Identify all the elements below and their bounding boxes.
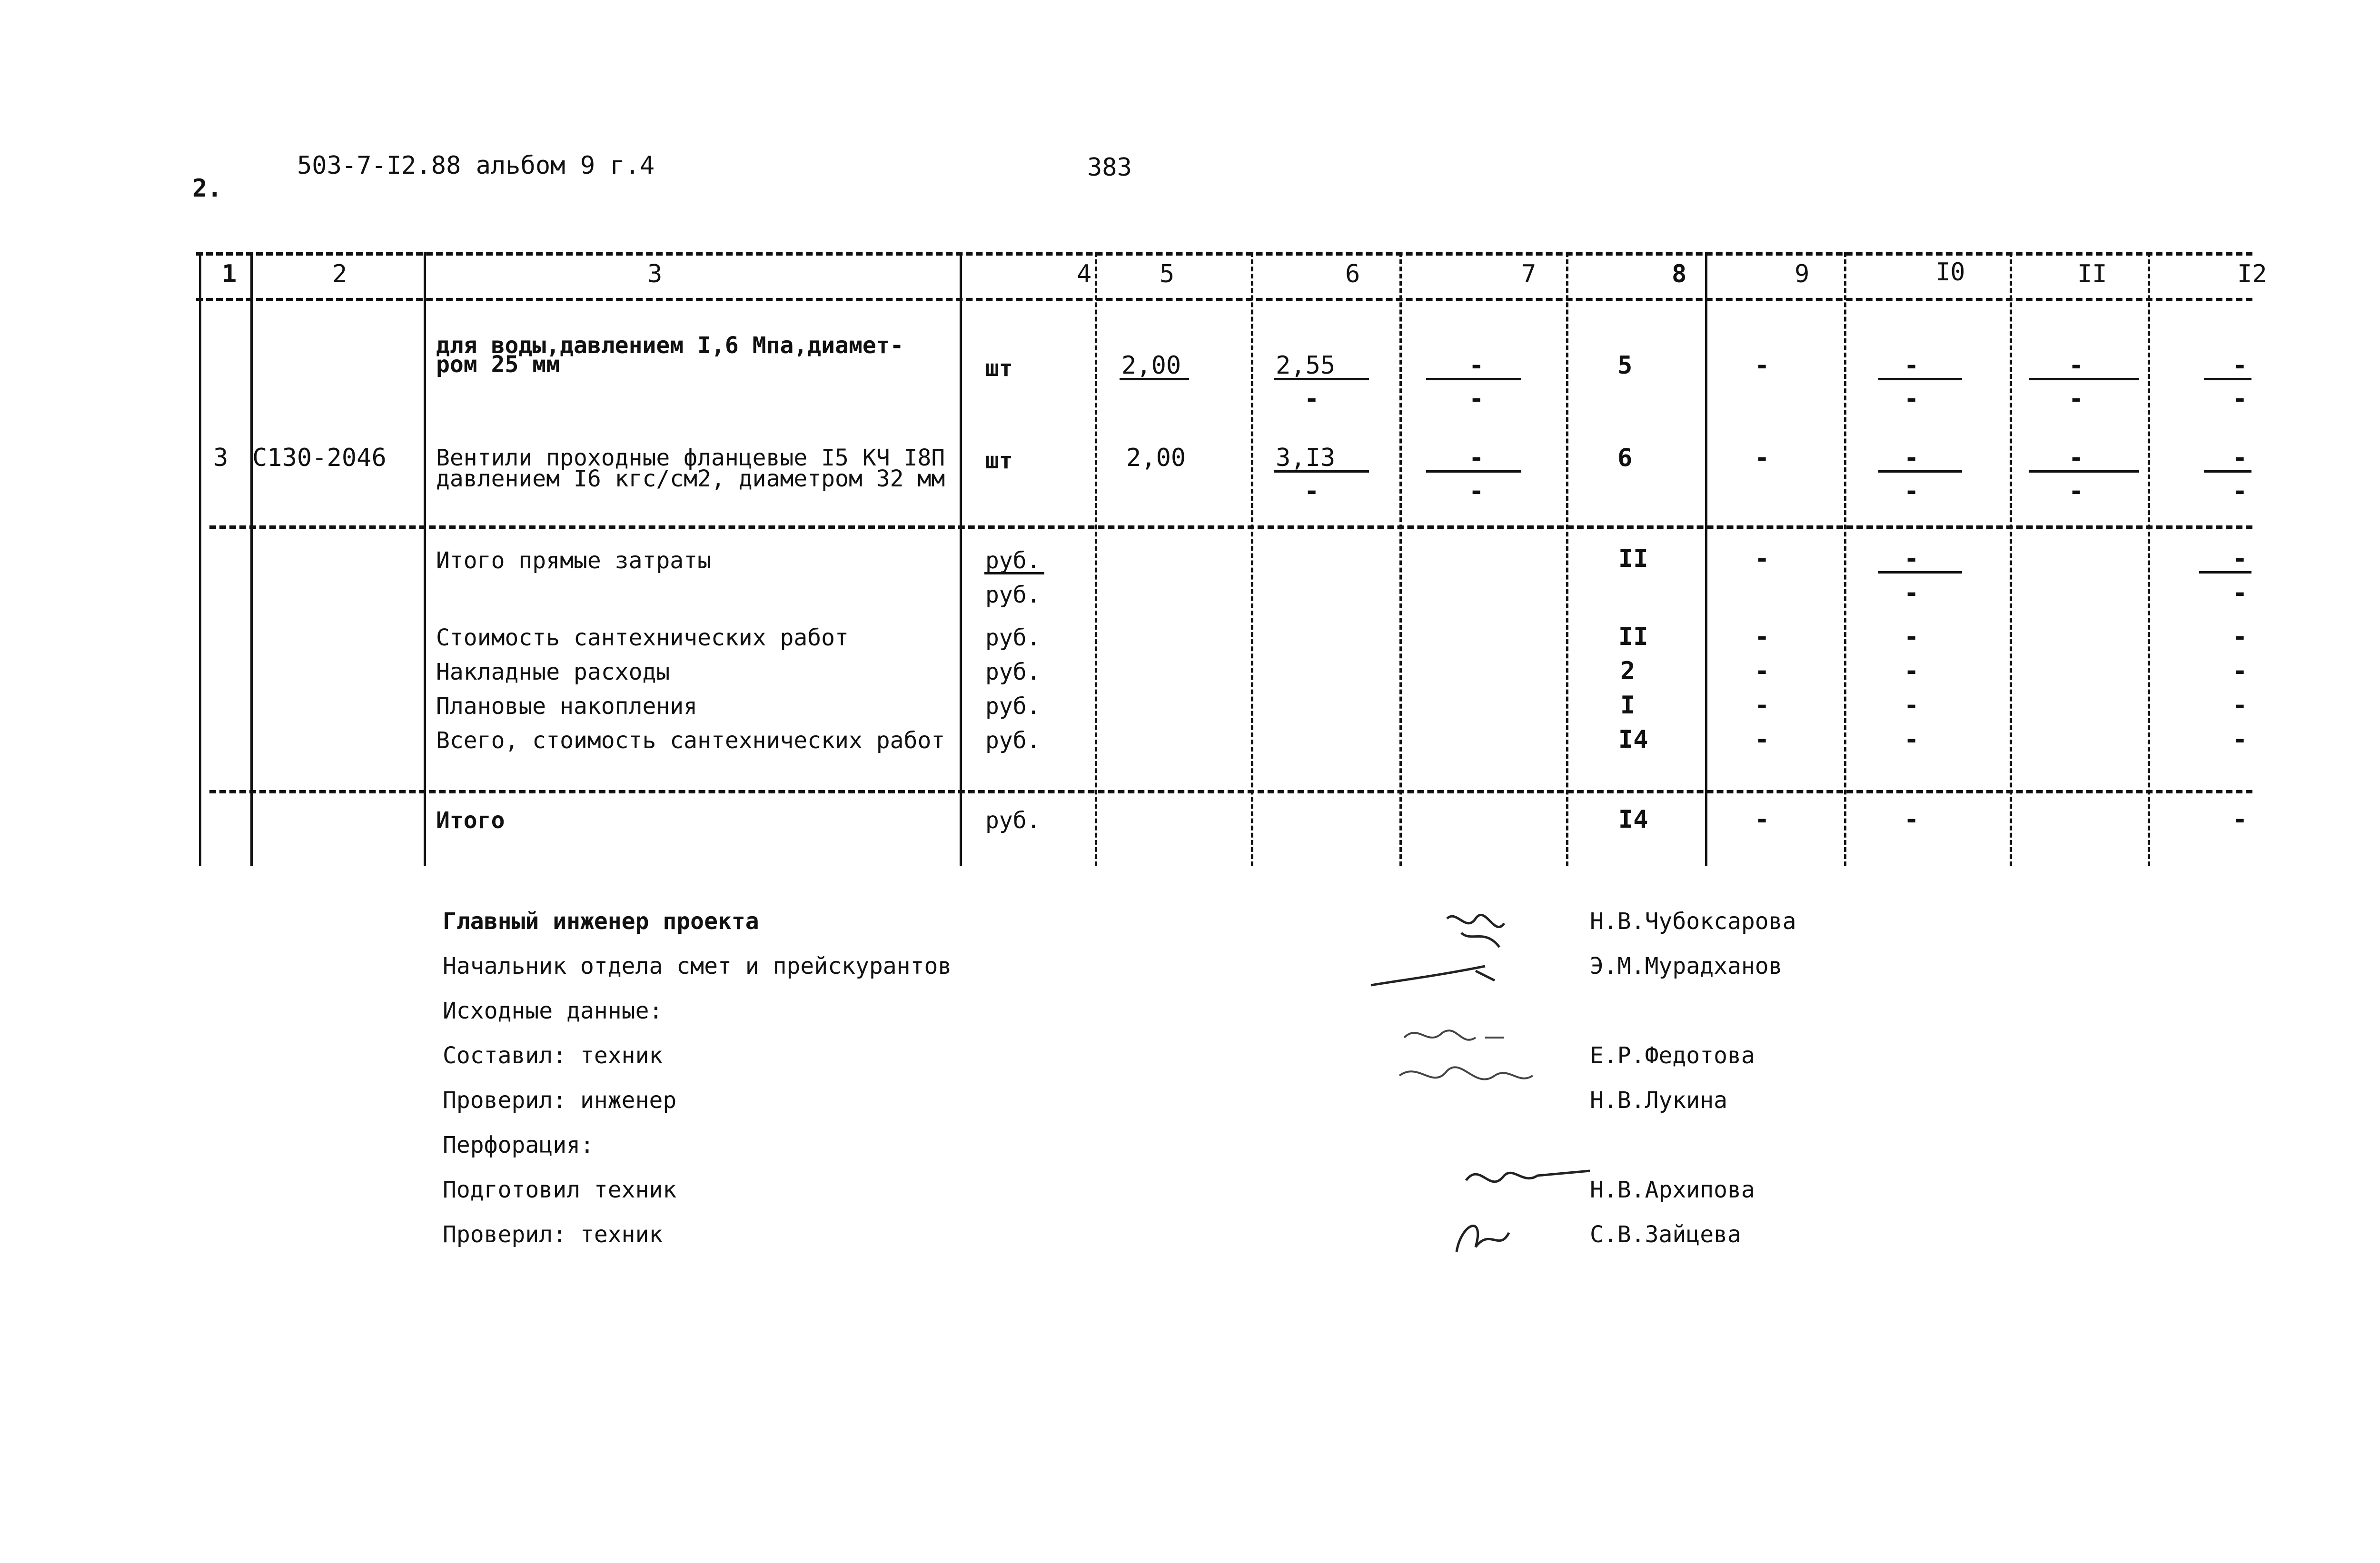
row-description-line2: давлением I6 кгс/см2, диаметром 32 мм (436, 465, 945, 492)
col-border-11 (2148, 252, 2150, 866)
totals-line-label: Накладные расходы (436, 659, 670, 685)
signature-role: Начальник отдела смет и прейскурантов (443, 953, 952, 979)
page-marker: 2. (192, 174, 222, 203)
col-number: 6 (1345, 260, 1360, 288)
row-col7-top: - (1469, 351, 1484, 380)
row-col9: - (1755, 351, 1770, 380)
signature-role: Составил: техник (443, 1042, 663, 1069)
col-number: 1 (222, 260, 237, 288)
col-border-9 (1844, 252, 1846, 866)
underline (1878, 470, 1962, 473)
direct-costs-unit: руб. (985, 547, 1041, 574)
col-number: 7 (1521, 260, 1537, 288)
row-col9: - (1755, 444, 1770, 472)
row-description-line1: для воды,давлением I,6 Мпа,диамет- (436, 332, 904, 359)
underline (1426, 378, 1521, 380)
underline (984, 572, 1044, 574)
underline (2199, 571, 2251, 574)
totals-line-col12: - (2232, 691, 2248, 720)
col-border-7 (1566, 252, 1568, 866)
signature-name: Н.В.Архипова (1590, 1177, 1755, 1203)
col-border-2 (424, 252, 426, 866)
row-col5: 2,00 (1121, 351, 1181, 380)
final-total-col9: - (1755, 805, 1770, 834)
row-col6-top: 3,I3 (1276, 444, 1336, 472)
row-col10-bottom: - (1904, 385, 1919, 413)
totals-line-col12: - (2232, 623, 2248, 651)
col-border-10 (2010, 252, 2012, 866)
totals-line-unit: руб. (985, 659, 1041, 685)
row-number: 3 (213, 444, 228, 472)
totals-line-col8: I (1620, 691, 1636, 720)
row-unit: шт (985, 447, 1013, 474)
col-border-3 (960, 252, 962, 866)
direct-costs-label: Итого прямые затраты (436, 547, 711, 574)
totals-line-col9: - (1755, 691, 1770, 720)
underline (2204, 378, 2251, 380)
underline (1878, 571, 1962, 574)
totals-divider (209, 790, 2252, 793)
row-col5: 2,00 (1126, 444, 1186, 472)
row-col11-top: - (2069, 351, 2084, 380)
signature-role: Подготовил техник (443, 1177, 677, 1203)
handwritten-signature-2 (1390, 1019, 1552, 1114)
row-unit: шт (985, 355, 1013, 382)
row-col10-top: - (1904, 351, 1919, 380)
col-border-6 (1399, 252, 1402, 866)
underline (1274, 378, 1369, 380)
row-col7-bottom: - (1469, 385, 1484, 413)
direct-col12-top: - (2232, 544, 2248, 573)
row-col12-bottom: - (2232, 385, 2248, 413)
signature-name: Н.В.Чубоксарова (1590, 908, 1796, 935)
totals-line-unit: руб. (985, 624, 1041, 651)
col-border-8 (1705, 252, 1707, 866)
row-col10-top: - (1904, 444, 1919, 472)
row-col11-bottom: - (2069, 477, 2084, 505)
totals-line-col10: - (1904, 725, 1919, 754)
col-number: 8 (1672, 260, 1687, 288)
totals-line-col8: II (1618, 623, 1648, 651)
document-code: 503-7-I2.88 альбом 9 г.4 (297, 151, 655, 180)
signature-role: Перфорация: (443, 1132, 594, 1158)
direct-col8: II (1618, 544, 1648, 573)
row-col11-bottom: - (2069, 385, 2084, 413)
signature-role: Проверил: инженер (443, 1087, 677, 1114)
signature-role: Главный инженер проекта (443, 908, 759, 935)
row-description-line1: Вентили проходные фланцевые I5 КЧ I8П (436, 445, 945, 471)
col-number: I2 (2237, 260, 2267, 288)
row-description-line2: ром 25 мм (436, 351, 560, 378)
col-number: 5 (1160, 260, 1175, 288)
row-col7-bottom: - (1469, 477, 1484, 505)
direct-col10-top: - (1904, 544, 1919, 573)
row-col6-bottom: - (1304, 385, 1319, 413)
col-number: 9 (1795, 260, 1810, 288)
totals-line-col12: - (2232, 657, 2248, 685)
signature-role: Исходные данные: (443, 998, 663, 1024)
row-col7-top: - (1469, 444, 1484, 472)
row-col8: 6 (1617, 444, 1633, 472)
final-total-label: Итого (436, 807, 505, 834)
header-bottom-border (196, 298, 2252, 301)
underline (1426, 470, 1521, 473)
underline (2204, 470, 2251, 473)
final-total-unit: руб. (985, 807, 1041, 834)
page-number: 383 (1087, 153, 1132, 182)
totals-line-col9: - (1755, 623, 1770, 651)
totals-line-col9: - (1755, 657, 1770, 685)
row-col6-bottom: - (1304, 477, 1319, 505)
underline (2029, 470, 2139, 473)
totals-line-col10: - (1904, 691, 1919, 720)
row-col11-top: - (2069, 444, 2084, 472)
col-number: 3 (647, 260, 663, 288)
totals-line-col8: 2 (1620, 657, 1636, 685)
signature-name: С.В.Зайцева (1590, 1221, 1741, 1248)
underline (2029, 378, 2139, 380)
underline (1120, 378, 1189, 380)
totals-line-unit: руб. (985, 727, 1041, 754)
totals-line-col10: - (1904, 657, 1919, 685)
direct-col10-bottom: - (1904, 579, 1919, 607)
direct-col9: - (1755, 544, 1770, 573)
totals-line-col9: - (1755, 725, 1770, 754)
col-border-0 (199, 252, 201, 866)
handwritten-signature-3 (1447, 1152, 1599, 1266)
totals-line-label: Плановые накопления (436, 693, 698, 720)
rows-bottom-border (209, 525, 2252, 529)
totals-line-label: Стоимость сантехнических работ (436, 624, 849, 651)
handwritten-signature-1 (1361, 904, 1552, 999)
col-number: 2 (332, 260, 347, 288)
col-number: 4 (1077, 260, 1092, 288)
underline (1274, 470, 1369, 473)
totals-line-col8: I4 (1618, 725, 1648, 754)
signature-name: Н.В.Лукина (1590, 1087, 1727, 1114)
row-code: С130-2046 (252, 444, 387, 472)
row-col6-top: 2,55 (1276, 351, 1336, 380)
row-col8: 5 (1617, 351, 1633, 380)
row-col12-top: - (2232, 444, 2248, 472)
direct-costs-unit-2: руб. (985, 582, 1041, 608)
signature-name: Е.Р.Федотова (1590, 1042, 1755, 1069)
signature-name: Э.М.Мурадханов (1590, 953, 1783, 979)
final-total-col12: - (2232, 805, 2248, 834)
table-top-border (196, 252, 2252, 256)
direct-col12-bottom: - (2232, 579, 2248, 607)
col-border-4 (1095, 252, 1097, 866)
final-total-col8: I4 (1618, 805, 1648, 834)
totals-line-col12: - (2232, 725, 2248, 754)
col-number: II (2077, 260, 2107, 288)
col-border-1 (250, 252, 253, 866)
totals-line-col10: - (1904, 623, 1919, 651)
signature-role: Проверил: техник (443, 1221, 663, 1248)
col-number: I0 (1935, 258, 1965, 287)
totals-line-unit: руб. (985, 693, 1041, 720)
row-col12-bottom: - (2232, 477, 2248, 505)
final-total-col10: - (1904, 805, 1919, 834)
row-col10-bottom: - (1904, 477, 1919, 505)
col-border-5 (1251, 252, 1253, 866)
underline (1878, 378, 1962, 380)
row-col12-top: - (2232, 351, 2248, 380)
totals-line-label: Всего, стоимость сантехнических работ (436, 727, 945, 754)
